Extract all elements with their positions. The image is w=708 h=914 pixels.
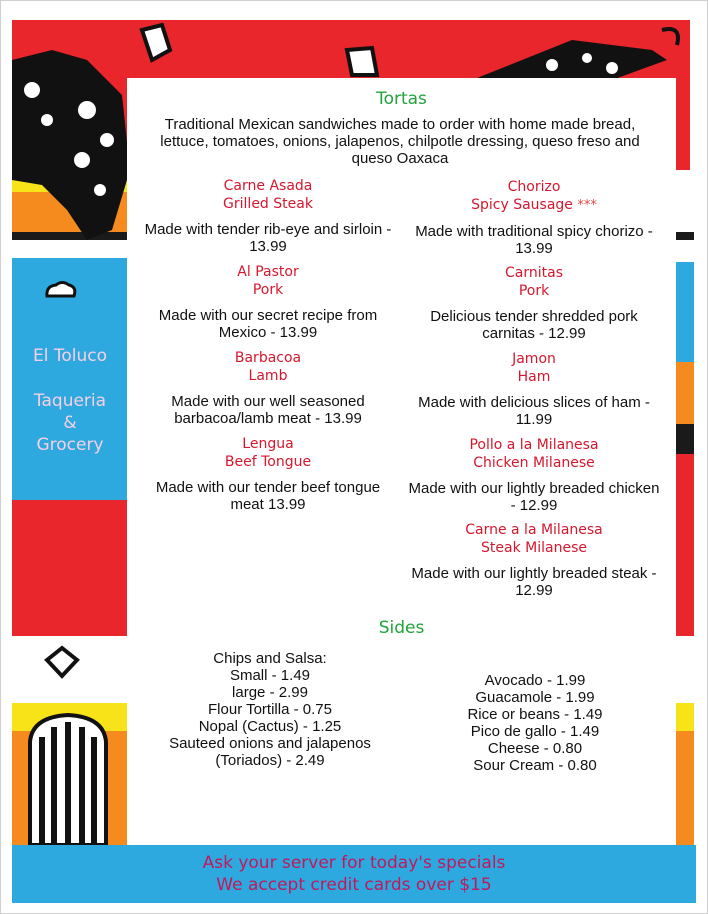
item-name-en: Grilled Steak <box>223 196 313 212</box>
diamond-icon <box>42 645 82 679</box>
side-item: Chips and Salsa: <box>213 650 327 667</box>
item-description: Made with delicious slices of ham - 11.99 <box>418 394 650 428</box>
side-item: Cheese - 0.80 <box>487 740 583 757</box>
menu-item <box>138 177 398 255</box>
side-item: Rice or beans - 1.49 <box>467 706 603 723</box>
side-item: Sauteed onions and jalapenos <box>169 735 371 752</box>
menu-item <box>404 436 664 514</box>
footer-banner <box>12 845 696 903</box>
tortas-heading: Tortas <box>376 89 427 109</box>
side-item: Small - 1.49 <box>229 667 311 684</box>
item-name-es: Carnitas <box>505 265 563 281</box>
item-description: Made with our secret recipe from Mexico - 13.99 <box>158 307 378 341</box>
item-description: Made with tender rib-eye and sirloin - 13.99 <box>144 221 392 255</box>
side-item: (Toriados) - 2.49 <box>215 752 325 769</box>
restaurant-name: El Toluco <box>32 346 107 366</box>
item-name-en: Pork <box>518 283 550 299</box>
restaurant-ampersand: & <box>63 413 77 433</box>
item-name-es: Al Pastor <box>237 264 299 280</box>
item-name-es: Lengua <box>242 436 294 452</box>
item-description: Delicious tender shredded pork carnitas - 12.99 <box>430 308 638 342</box>
item-description: Made with our lightly breaded chicken - 12.99 <box>408 480 660 514</box>
sides-left-list <box>150 650 390 769</box>
restaurant-type: Taqueria <box>33 391 107 411</box>
right-black-strip <box>676 424 694 454</box>
item-name-en-row <box>404 196 664 215</box>
cactus-icon <box>22 712 114 845</box>
item-name-es: Jamon <box>512 351 556 367</box>
specials-note: Ask your server for today's specials <box>202 853 506 873</box>
item-description: Made with our lightly breaded steak - 12.99 <box>411 565 657 599</box>
side-item: Sour Cream - 0.80 <box>473 757 597 774</box>
item-description: Made with traditional spicy chorizo - 13.99 <box>415 223 653 257</box>
side-item: Guacamole - 1.99 <box>475 689 595 706</box>
side-item: Flour Tortilla - 0.75 <box>208 701 332 718</box>
item-description: Made with our tender beef tongue meat 13.99 <box>155 479 381 513</box>
item-name-en: Lamb <box>248 368 288 384</box>
item-name-en: Steak Milanese <box>481 540 587 556</box>
menu-item <box>404 521 664 599</box>
spicy-marker: *** <box>577 198 597 213</box>
menu-item <box>138 263 398 341</box>
item-name-es: Carne a la Milanesa <box>465 522 603 538</box>
right-orange-lower <box>676 731 694 845</box>
side-item: Avocado - 1.99 <box>484 672 586 689</box>
item-name-en: Spicy Sausage <box>471 197 573 213</box>
right-red-strip <box>676 454 694 636</box>
sides-heading: Sides <box>378 618 425 638</box>
item-name-es: Pollo a la Milanesa <box>469 437 599 453</box>
right-yellow-strip <box>676 703 694 731</box>
item-name-es: Carne Asada <box>223 178 313 194</box>
menu-item <box>404 264 664 342</box>
menu-item <box>404 178 664 257</box>
menu-item <box>404 350 664 428</box>
credit-card-note: We accept credit cards over $15 <box>216 875 492 895</box>
item-name-en: Chicken Milanese <box>473 455 595 471</box>
item-description: Made with our well seasoned barbacoa/lamb meat - 13.99 <box>171 393 365 427</box>
right-orange-strip <box>676 362 694 424</box>
tortas-intro: Traditional Mexican sandwiches made to order with home made bread, lettuce, tomatoes, onions, jalapenos, chilpotle dressing, queso freso and queso Oaxaca <box>160 116 640 167</box>
left-red-block <box>12 500 127 636</box>
cloud-icon <box>44 280 78 300</box>
item-name-en: Beef Tongue <box>224 454 312 470</box>
sides-right-list <box>420 672 650 774</box>
right-blue-strip <box>676 262 694 362</box>
menu-item <box>138 435 398 513</box>
restaurant-type-2: Grocery <box>36 435 104 455</box>
side-item: large - 2.99 <box>232 684 308 701</box>
item-name-en: Pork <box>252 282 284 298</box>
item-name-en: Ham <box>517 369 551 385</box>
item-name-es: Chorizo <box>507 179 561 195</box>
item-name-es: Barbacoa <box>234 350 302 366</box>
menu-item <box>138 349 398 427</box>
side-item: Pico de gallo - 1.49 <box>470 723 600 740</box>
side-item: Nopal (Cactus) - 1.25 <box>198 718 342 735</box>
